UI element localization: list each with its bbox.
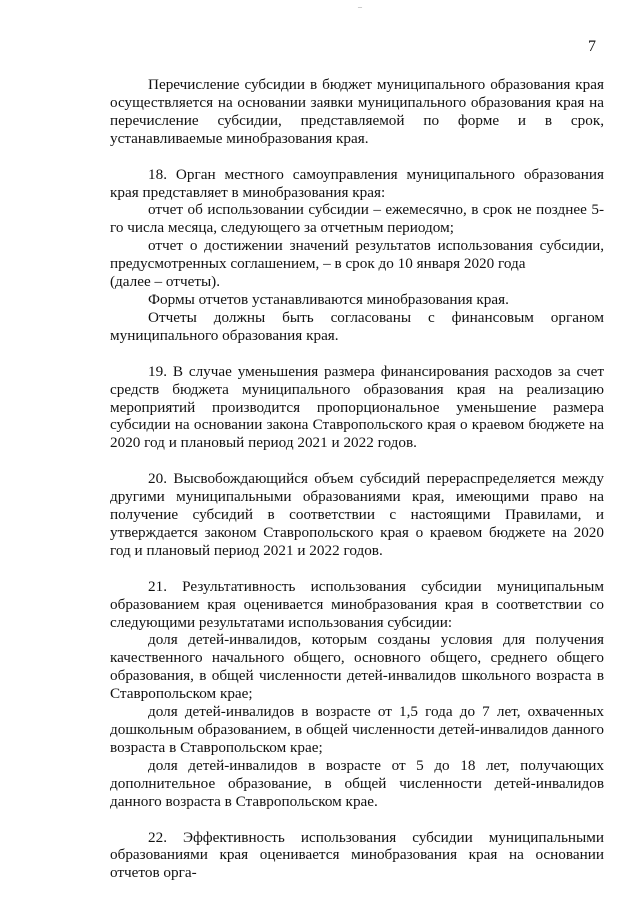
- paragraph-18-reports-note: (далее – отчеты).: [110, 273, 221, 291]
- paragraph-21-result-additional: доля детей-инвалидов в возрасте от 5 до 18 лет, получающих дополнительное образование, в общей численности детей-инвалидов данного возраста в Ставропольском крае.: [110, 756, 604, 810]
- paragraph-18-forms: Формы отчетов устанавливаются минобразования края.: [148, 290, 509, 308]
- header-mark: –: [358, 2, 362, 11]
- paragraph-gap: [110, 452, 604, 470]
- paragraph-subsidy-transfer: Перечисление субсидии в бюджет муниципального образования края осуществляется на основании заявки муниципального образования края на перечисление субсидии, представляемой по форме и в срок, устанавливаемые минобразования края.: [110, 76, 604, 147]
- paragraph-gap: [110, 148, 604, 166]
- page-number: 7: [588, 38, 596, 55]
- paragraph-18: 18. Орган местного самоуправления муниципального образования края представляет в минобразования края:: [110, 165, 604, 201]
- paragraph-18-approval: Отчеты должны быть согласованы с финансовым органом муниципального образования края.: [110, 308, 604, 344]
- paragraph-gap: [110, 811, 604, 829]
- paragraph-gap: [110, 560, 604, 578]
- paragraph-20: 20. Высвобождающийся объем субсидий перераспределяется между другими муниципальными образованиями края, имеющими право на получение субсидий в соответствии с настоящими Правилами, и утверждается законом Ставропольского края о краевом бюджете на 2020 год и плановый период 2021 и 2022 годов.: [110, 470, 604, 559]
- paragraph-21-result-preschool: доля детей-инвалидов в возрасте от 1,5 года до 7 лет, охваченных дошкольным образованием, в общей численности детей-инвалидов данного возраста в Ставропольском крае;: [110, 703, 604, 756]
- paragraph-gap: [110, 345, 604, 363]
- paragraph-18-report-usage: отчет об использовании субсидии – ежемесячно, в срок не позднее 5-го числа месяца, следующего за отчетным периодом;: [110, 201, 604, 237]
- paragraph-19: 19. В случае уменьшения размера финансирования расходов за счет средств бюджета муниципального образования края на реализацию мероприятий производится пропорциональное уменьшение размера субсидии на основании закона Ставропольского края о краевом бюджете на 2020 год и плановый период 2021 и 2022 годов.: [110, 362, 604, 452]
- paragraph-21: 21. Результативность использования субсидии муниципальным образованием края оценивается минобразования края в соответствии со следующими результатами использования субсидии:: [110, 577, 604, 631]
- paragraph-22: 22. Эффективность использования субсидии муниципальными образованиями края оценивается минобразования края на основании отчетов орга-: [110, 828, 604, 882]
- paragraph-18-report-results: отчет о достижении значений результатов использования субсидии, предусмотренных соглашением, – в срок до 10 января 2020 года: [110, 237, 604, 273]
- paragraph-21-result-school: доля детей-инвалидов, которым созданы условия для получения качественного начального общего, основного общего, среднего общего образования, в общей численности детей-инвалидов школьного возраста в Ставропольском крае;: [110, 631, 604, 703]
- document-body: [110, 76, 604, 882]
